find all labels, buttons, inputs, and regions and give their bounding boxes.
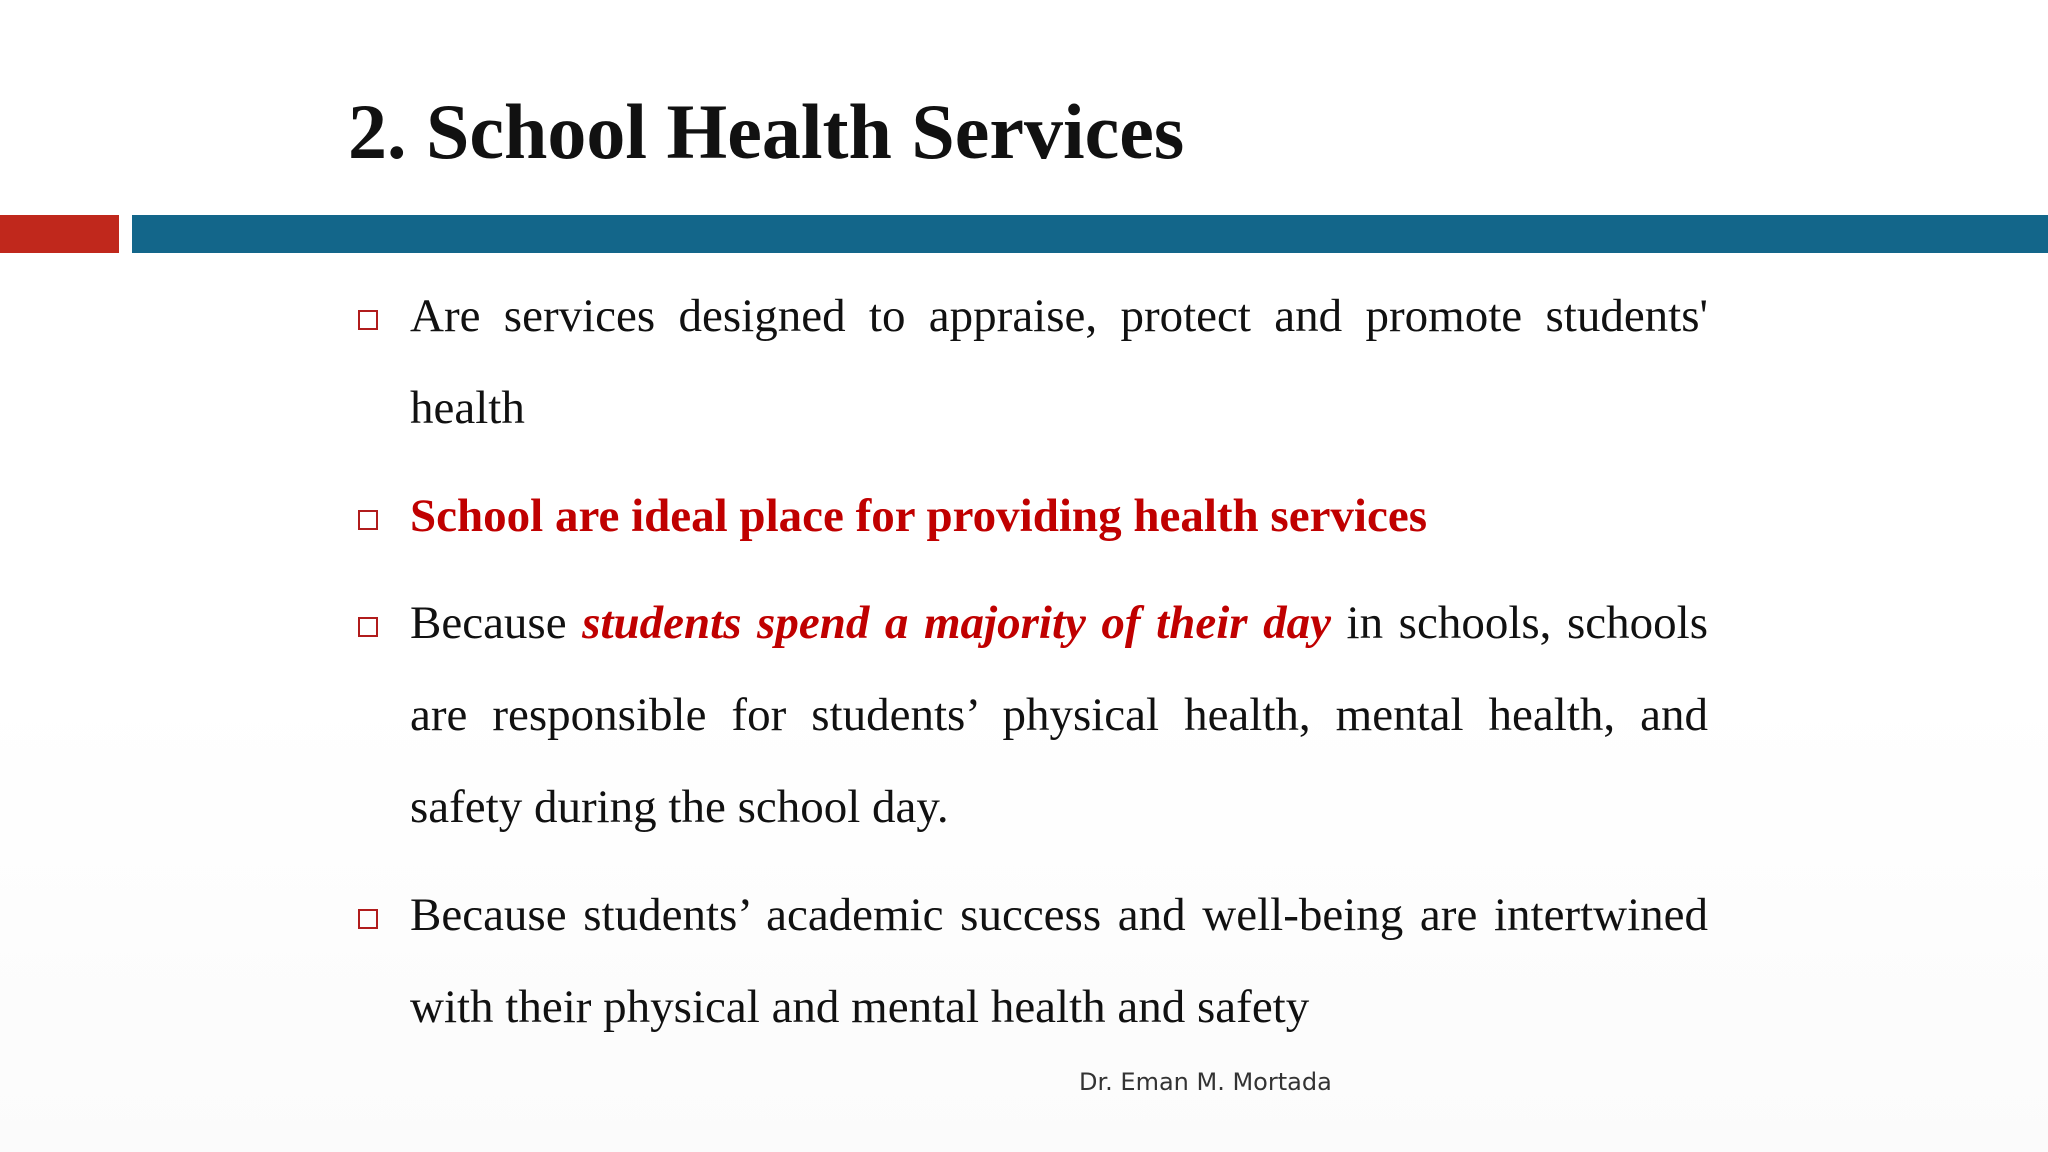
footer-author: Dr. Eman M. Mortada	[1079, 1068, 1332, 1096]
bullet-3-prefix: Because	[410, 597, 583, 649]
square-bullet-icon	[358, 310, 378, 330]
square-bullet-icon	[358, 909, 378, 929]
title-accent-bar-red	[0, 215, 119, 253]
bullet-3-emphasis: students spend a majority of their day	[582, 597, 1331, 649]
square-bullet-icon	[358, 617, 378, 637]
square-bullet-icon	[358, 510, 378, 530]
bullet-3-suffix: in schools, schools are responsible for students’ physical health, mental health, and safety during the school day.	[410, 597, 1708, 833]
title-accent-bar-blue	[132, 215, 2048, 253]
slide-title: 2. School Health Services	[348, 88, 1185, 175]
bullet-text-3	[410, 577, 1708, 853]
bullet-text-2: School are ideal place for providing health services	[410, 490, 1427, 542]
bullet-text-1: Are services designed to appraise, protect and promote students' health	[410, 290, 1708, 434]
bullet-text-4: Because students’ academic success and well-being are intertwined with their physical and mental health and safety	[410, 889, 1708, 1033]
